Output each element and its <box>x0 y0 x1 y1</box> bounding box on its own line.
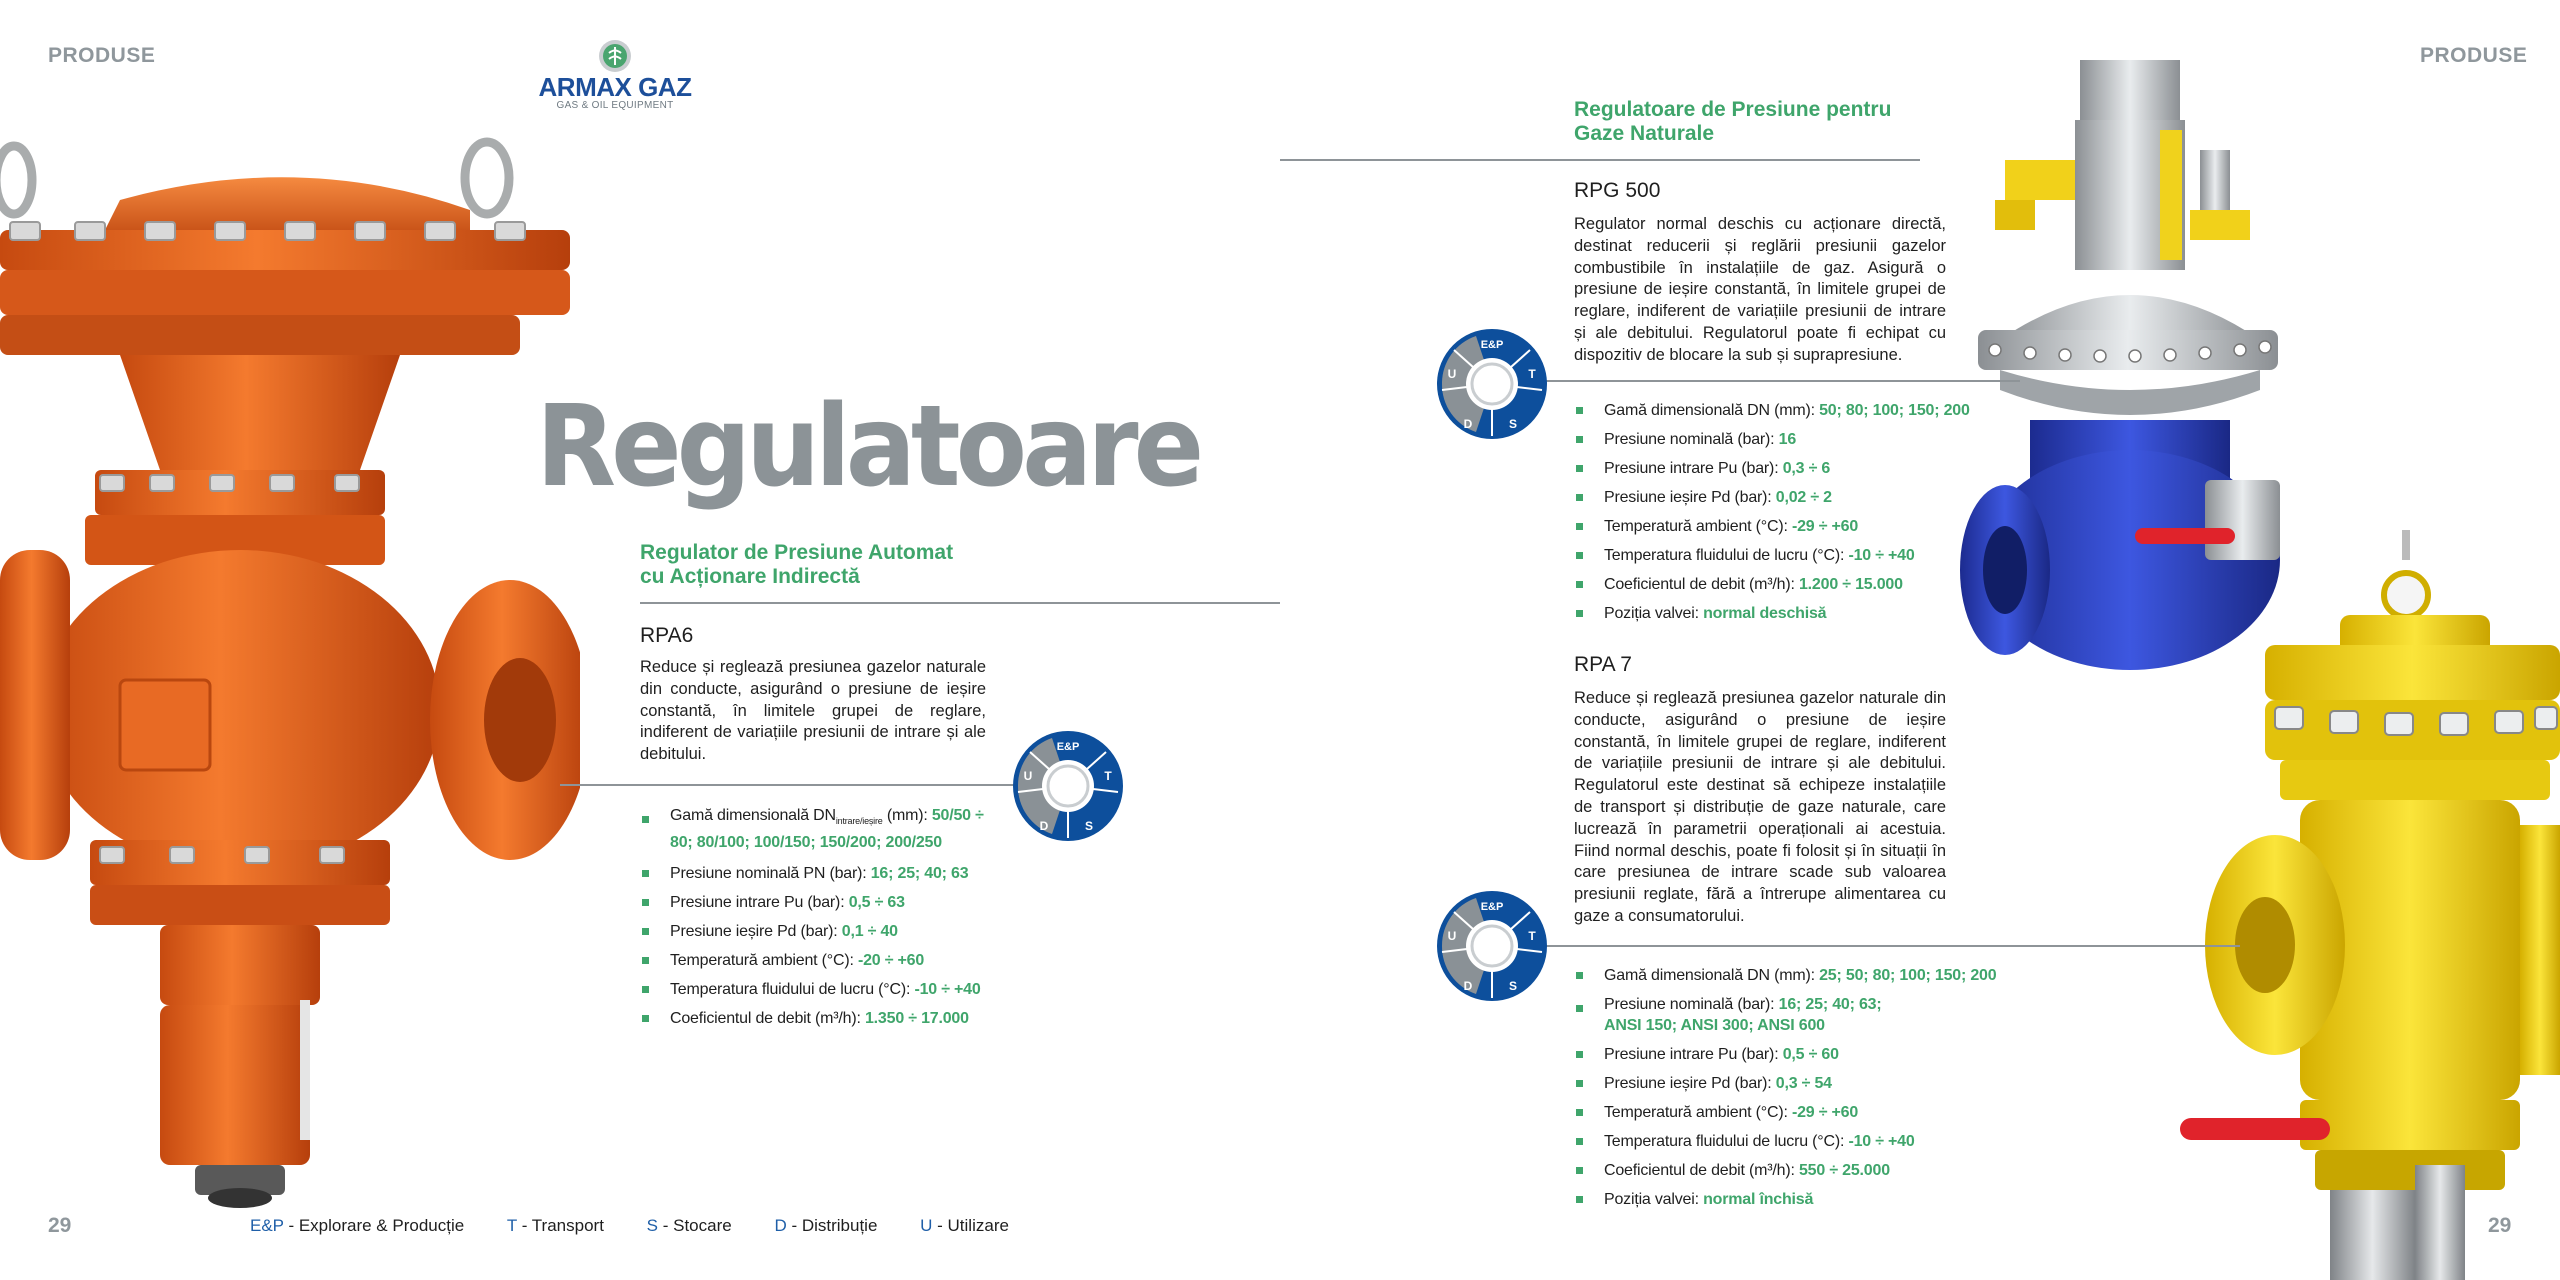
spec-label: Gamă dimensională DN (mm): <box>1604 402 1820 419</box>
spec-label: Presiune ieșire Pd (bar): <box>1604 1075 1776 1092</box>
spec-item <box>1574 454 1994 483</box>
legend-item-u <box>920 1216 1009 1235</box>
spec-label: Coeficientul de debit (m³/h): <box>1604 576 1799 593</box>
rpg500-specs-divider <box>1500 380 2020 382</box>
right-category-line-1: Regulatoare de Presiune pentru <box>1574 98 1892 121</box>
spec-item <box>1574 483 1994 512</box>
legend-item-d <box>774 1216 877 1235</box>
spec-value-continued: 80; 80/100; 100/150; 150/200; 200/250 <box>670 834 942 852</box>
spec-label: Temperatura fluidului de lucru (°C): <box>1604 1133 1849 1150</box>
badge-label-t: T <box>1104 769 1112 783</box>
spec-item <box>1574 570 1994 599</box>
logo-emblem-icon <box>597 38 633 74</box>
spec-label: Presiune ieșire Pd (bar): <box>1604 489 1776 506</box>
spec-item <box>1574 1127 2014 1156</box>
logo <box>530 38 700 111</box>
spec-value: 0,1 ÷ 40 <box>841 923 898 941</box>
logo-name: ARMAX GAZ <box>538 72 692 102</box>
sector-legend <box>250 1216 1009 1236</box>
legend-key: D <box>774 1216 787 1235</box>
page-number-left: 29 <box>48 1214 72 1237</box>
rpa7-specs-list <box>1574 961 2014 1214</box>
badge-label-t: T <box>1528 929 1536 943</box>
rpa6-description: Reduce și reglează presiunea gazelor naturale din conducte, asigurând o presiune de ieșire constantă, în limitele grupei de reglare, indiferent de variațiile presiunii de intrare și ale debitului. <box>640 658 986 764</box>
spec-item <box>1574 1040 2014 1069</box>
spec-item <box>1574 1185 2014 1214</box>
rpg500-specs-list <box>1574 396 1994 628</box>
legend-key: U <box>920 1216 933 1235</box>
spec-item <box>640 917 1020 946</box>
right-category-heading <box>1574 98 1891 146</box>
spec-label: Gamă dimensională DN (mm): <box>1604 967 1820 984</box>
rpg500-description: Regulator normal deschis cu acționare directă, destinat reducerii și reglării presiunii gazelor combustibile în instalațiile de gaz. Asigură o presiune de ieșire constantă, în limitele grupei de reglare, indiferent de variațiile presiunii de intrare și ale debitului. Regulatorul poate fi echipat cu dispozitiv de blocare la sub și suprapresiune. <box>1574 215 1946 364</box>
spec-item <box>1574 396 1994 425</box>
spec-item <box>1574 994 2014 1036</box>
section-label-right: PRODUSE <box>2420 44 2528 67</box>
spec-label: Temperatură ambient (°C): <box>1604 518 1792 535</box>
badge-label-ep: E&P <box>1056 741 1080 753</box>
legend-text: - Distribuție <box>786 1216 878 1235</box>
spec-label: Presiune ieșire Pd (bar): <box>670 923 842 941</box>
spec-value: 1.200 ÷ 15.000 <box>1798 576 1903 593</box>
legend-text: - Stocare <box>658 1216 732 1235</box>
spec-value: 16; 25; 40; 63 <box>870 865 969 883</box>
spec-value: -10 ÷ +40 <box>1848 547 1915 564</box>
spec-value: 0,5 ÷ 60 <box>1782 1046 1839 1063</box>
legend-text: - Utilizare <box>932 1216 1009 1235</box>
spec-item <box>1574 1156 2014 1185</box>
legend-text: - Explorare & Producție <box>283 1216 465 1235</box>
spec-value: -10 ÷ +40 <box>1848 1133 1915 1150</box>
spec-item <box>1574 541 1994 570</box>
spec-item <box>640 975 1020 1004</box>
rpg500-model: RPG 500 <box>1574 179 1661 202</box>
spec-item <box>1574 512 1994 541</box>
spec-item <box>640 859 1020 888</box>
spec-item <box>640 946 1020 975</box>
badge-label-s: S <box>1508 417 1518 431</box>
rpa6-category-line-2: cu Acționare Indirectă <box>640 565 860 588</box>
badge-label-d: D <box>1463 979 1473 993</box>
right-category-line-2: Gaze Naturale <box>1574 122 1715 145</box>
spec-label: Presiune intrare Pu (bar): <box>670 894 849 912</box>
rpa6-specs-list <box>640 805 1020 1033</box>
spec-value: 0,5 ÷ 63 <box>848 894 905 912</box>
spec-label: Poziția valvei: <box>1604 1191 1704 1208</box>
spec-value-continued: ANSI 150; ANSI 300; ANSI 600 <box>1604 1017 1825 1034</box>
spec-label: Presiune intrare Pu (bar): <box>1604 460 1783 477</box>
logo-tagline: GAS & OIL EQUIPMENT <box>556 100 674 111</box>
rpa7-model: RPA 7 <box>1574 653 1632 676</box>
spec-value: 1.350 ÷ 17.000 <box>864 1010 969 1028</box>
spec-label: Coeficientul de debit (m³/h): <box>1604 1162 1799 1179</box>
legend-item-t <box>507 1216 604 1235</box>
spec-item <box>1574 1098 2014 1127</box>
rpa7-description: Reduce și reglează presiunea gazelor naturale din conducte, asigurând o presiune de ieșire constantă, în limitele grupei de reglare, indiferent de variațiile presiunii de intrare și ale debitului. Regulatorul este destinat să echipeze instalațiile de transport și distribuție de gaze naturale, care lucrează în parametrii operaționali ai acestuia. Fiind normal deschis, poate fi folosit și în situații în care presiunea de intrare scade sub valoarea presiunii reglate, fără a întrerupe alimentarea cu gaze a consumatorului. <box>1574 689 1946 925</box>
legend-key: T <box>506 1216 517 1235</box>
legend-text: - Transport <box>517 1216 604 1235</box>
spec-value: 16; 25; 40; 63; <box>1778 996 1882 1013</box>
badge-label-t: T <box>1528 367 1536 381</box>
spec-value: 0,3 ÷ 6 <box>1782 460 1831 477</box>
spec-label: Presiune nominală (bar): <box>1604 996 1779 1013</box>
spec-item <box>640 805 1020 853</box>
spec-item <box>1574 599 1994 628</box>
spec-value: normal închisă <box>1703 1191 1814 1208</box>
spec-value: 50/50 ÷ <box>931 807 984 824</box>
spec-value: 550 ÷ 25.000 <box>1798 1162 1890 1179</box>
page-number-right: 29 <box>2488 1214 2512 1237</box>
spec-label: Coeficientul de debit (m³/h): <box>670 1010 865 1028</box>
spec-item <box>1574 425 1994 454</box>
badge-label-s: S <box>1084 819 1094 833</box>
badge-label-u: U <box>1447 367 1457 381</box>
sector-badge-icon <box>1012 730 1124 842</box>
badge-label-u: U <box>1023 769 1033 783</box>
badge-label-ep: E&P <box>1480 339 1504 351</box>
spec-label: Temperatură ambient (°C): <box>1604 1104 1792 1121</box>
badge-label-u: U <box>1447 929 1457 943</box>
spec-value: normal deschisă <box>1703 605 1827 622</box>
yellow-regulator-image <box>2180 525 2560 1280</box>
right-heading-divider <box>1280 159 1920 161</box>
legend-key: S <box>646 1216 658 1235</box>
sector-badge-icon <box>1436 890 1548 1002</box>
spec-value: -10 ÷ +40 <box>914 981 981 999</box>
rpa6-model: RPA6 <box>640 624 694 647</box>
spec-label: Temperatura fluidului de lucru (°C): <box>670 981 915 999</box>
legend-item-s <box>647 1216 732 1235</box>
spec-label: Temperatura fluidului de lucru (°C): <box>1604 547 1849 564</box>
rpa6-category-line-1: Regulator de Presiune Automat <box>640 541 954 564</box>
spec-value: 0,02 ÷ 2 <box>1775 489 1832 506</box>
badge-label-s: S <box>1508 979 1518 993</box>
spec-label: Presiune nominală (bar): <box>1604 431 1779 448</box>
spec-label: Gamă dimensională DN <box>670 807 836 824</box>
section-label-left: PRODUSE <box>48 44 156 67</box>
spec-item <box>640 888 1020 917</box>
spec-value: -29 ÷ +60 <box>1791 1104 1859 1121</box>
spec-value: 25; 50; 80; 100; 150; 200 <box>1819 967 1997 984</box>
spec-label: Poziția valvei: <box>1604 605 1704 622</box>
rpa6-category-heading <box>640 541 953 589</box>
spec-value: 16 <box>1778 431 1797 448</box>
badge-label-d: D <box>1039 819 1049 833</box>
rpa6-specs-divider <box>560 784 1020 786</box>
legend-item-ep <box>250 1216 464 1235</box>
spec-item <box>1574 961 2014 990</box>
badge-label-ep: E&P <box>1480 901 1504 913</box>
spec-item <box>640 1004 1020 1033</box>
rpa6-heading-divider <box>640 602 1280 604</box>
spec-label: Presiune nominală PN (bar): <box>670 865 871 883</box>
page-title: Regulatoare <box>536 380 1200 512</box>
badge-label-d: D <box>1463 417 1473 431</box>
spec-value: 0,3 ÷ 54 <box>1775 1075 1832 1092</box>
sector-badge-icon <box>1436 328 1548 440</box>
spec-label: Presiune intrare Pu (bar): <box>1604 1046 1783 1063</box>
spec-label-tail: (mm): <box>882 807 932 824</box>
spec-label: Temperatură ambient (°C): <box>670 952 858 970</box>
spec-value: -20 ÷ +60 <box>857 952 925 970</box>
spec-value: -29 ÷ +60 <box>1791 518 1859 535</box>
spec-value: 50; 80; 100; 150; 200 <box>1819 402 1970 419</box>
spec-label-subscript: intrare/ieșire <box>835 816 883 827</box>
orange-regulator-image <box>0 120 580 1210</box>
legend-key: E&P <box>250 1216 284 1235</box>
rpa7-specs-divider <box>1500 945 2240 947</box>
spec-item <box>1574 1069 2014 1098</box>
